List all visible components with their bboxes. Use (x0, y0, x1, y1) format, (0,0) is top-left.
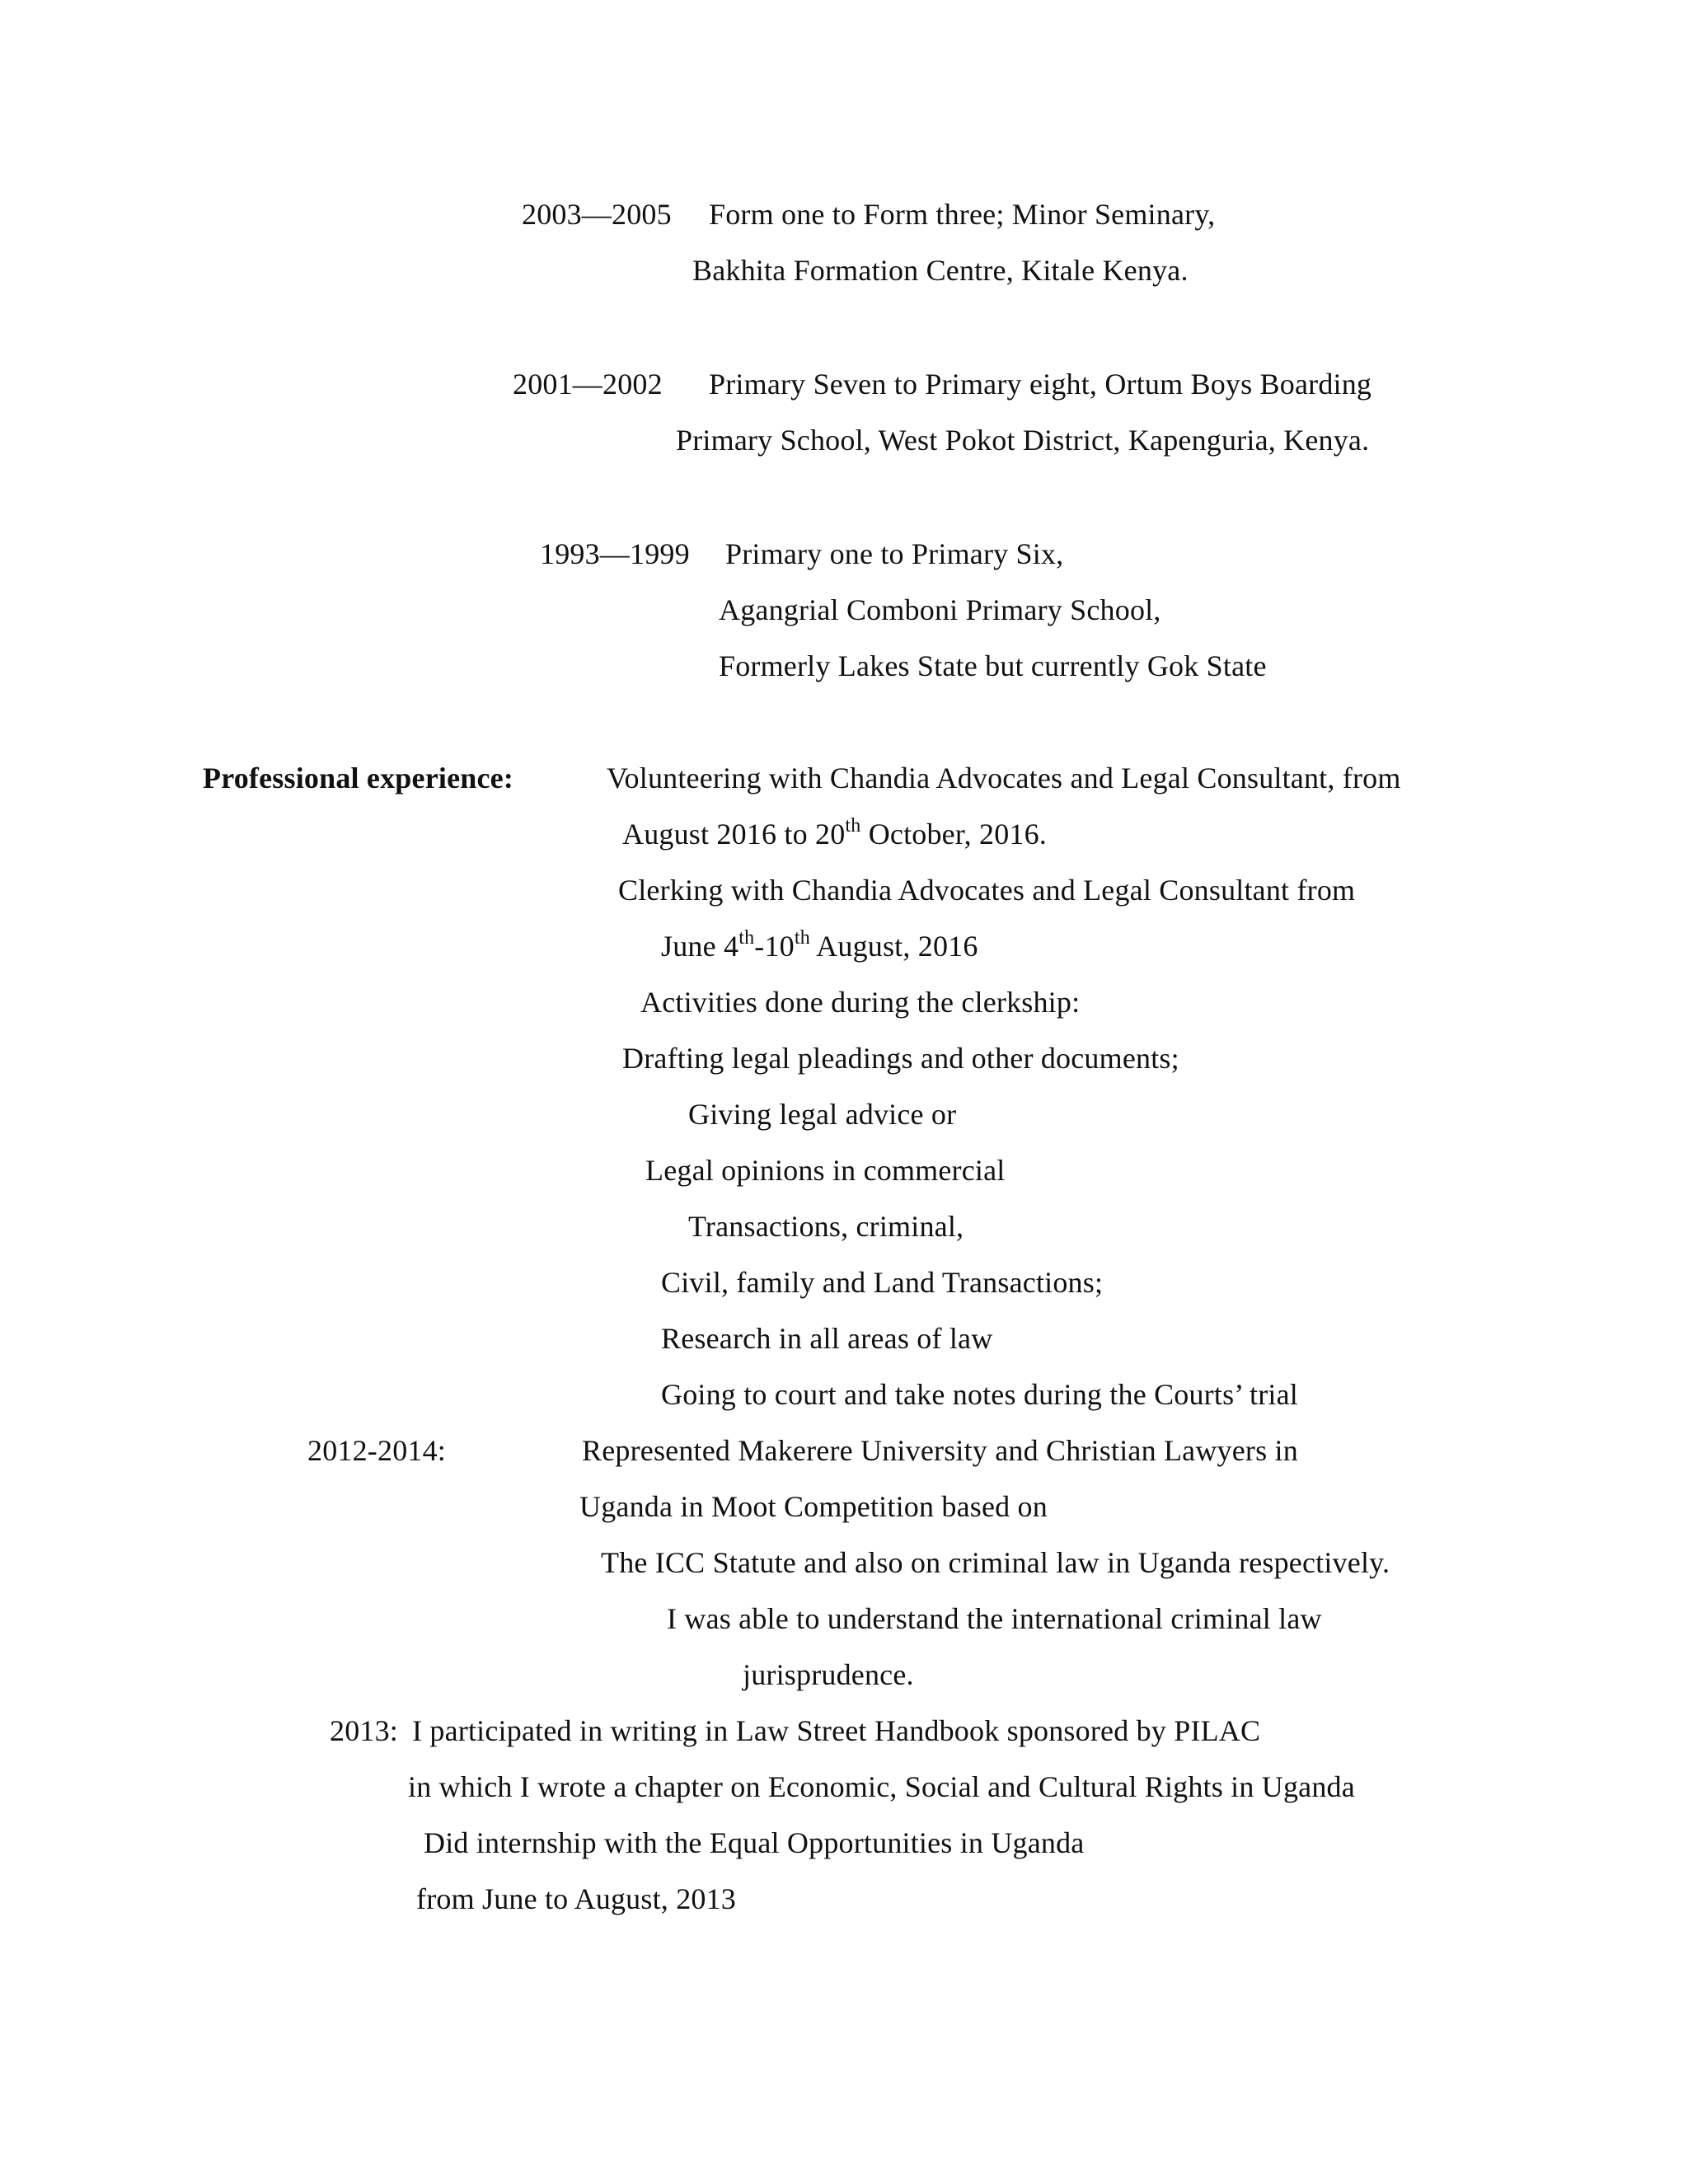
text-fragment: June 4 (661, 930, 739, 963)
moot-line: I was able to understand the international criminal law (667, 1602, 1322, 1635)
education-line: Primary School, West Pokot District, Kapenguria, Kenya. (676, 424, 1370, 457)
education-line: Form one to Form three; Minor Seminary, (709, 198, 1216, 231)
year-2013-line: Did internship with the Equal Opportunities in Uganda (424, 1826, 1085, 1859)
education-line: Agangrial Comboni Primary School, (719, 593, 1161, 626)
activity-item: Legal opinions in commercial (645, 1154, 1006, 1187)
education-years-2003-2005: 2003—2005 (522, 198, 672, 231)
clerking-line-1: Clerking with Chandia Advocates and Legal Consultant from (618, 874, 1356, 907)
education-years-1993-1999: 1993—1999 (540, 537, 690, 570)
moot-years: 2012-2014: (307, 1434, 446, 1467)
activity-item: Drafting legal pleadings and other documents; (622, 1042, 1179, 1075)
text-fragment: August, 2016 (809, 930, 978, 963)
moot-line: Represented Makerere University and Christian Lawyers in (582, 1434, 1298, 1467)
activities-heading: Activities done during the clerkship: (640, 986, 1081, 1019)
year-2013-label: 2013: (330, 1714, 399, 1747)
activity-item: Going to court and take notes during the Courts’ trial (661, 1378, 1298, 1411)
text-fragment: August 2016 to 20 (622, 818, 846, 851)
year-2013-line: from June to August, 2013 (416, 1882, 736, 1915)
text-fragment: -10 (754, 930, 795, 963)
activity-item: Transactions, criminal, (688, 1210, 964, 1243)
text-fragment: October, 2016. (860, 818, 1048, 851)
education-line: Formerly Lakes State but currently Gok State (719, 649, 1267, 682)
year-2013-line: I participated in writing in Law Street Handbook sponsored by PILAC (412, 1714, 1261, 1747)
moot-line: jurisprudence. (743, 1658, 914, 1691)
activity-item: Civil, family and Land Transactions; (661, 1266, 1104, 1299)
superscript: th (794, 927, 810, 949)
education-line: Primary Seven to Primary eight, Ortum Boys Boarding (709, 368, 1372, 401)
volunteering-line-1: Volunteering with Chandia Advocates and Legal Consultant, from (607, 762, 1401, 794)
superscript: th (738, 927, 755, 949)
education-line: Primary one to Primary Six, (725, 537, 1064, 570)
education-line: Bakhita Formation Centre, Kitale Kenya. (692, 254, 1189, 287)
superscript: th (845, 815, 861, 837)
education-years-2001-2002: 2001—2002 (513, 368, 663, 401)
clerking-line-2 (661, 928, 978, 964)
professional-experience-heading: Professional experience: (203, 762, 514, 794)
activity-item: Research in all areas of law (661, 1322, 993, 1355)
volunteering-line-2 (622, 816, 1047, 852)
activity-item: Giving legal advice or (688, 1098, 957, 1131)
moot-line: The ICC Statute and also on criminal law in Uganda respectively. (601, 1546, 1390, 1579)
year-2013-line: in which I wrote a chapter on Economic, Social and Cultural Rights in Uganda (408, 1770, 1355, 1803)
moot-line: Uganda in Moot Competition based on (579, 1490, 1048, 1523)
